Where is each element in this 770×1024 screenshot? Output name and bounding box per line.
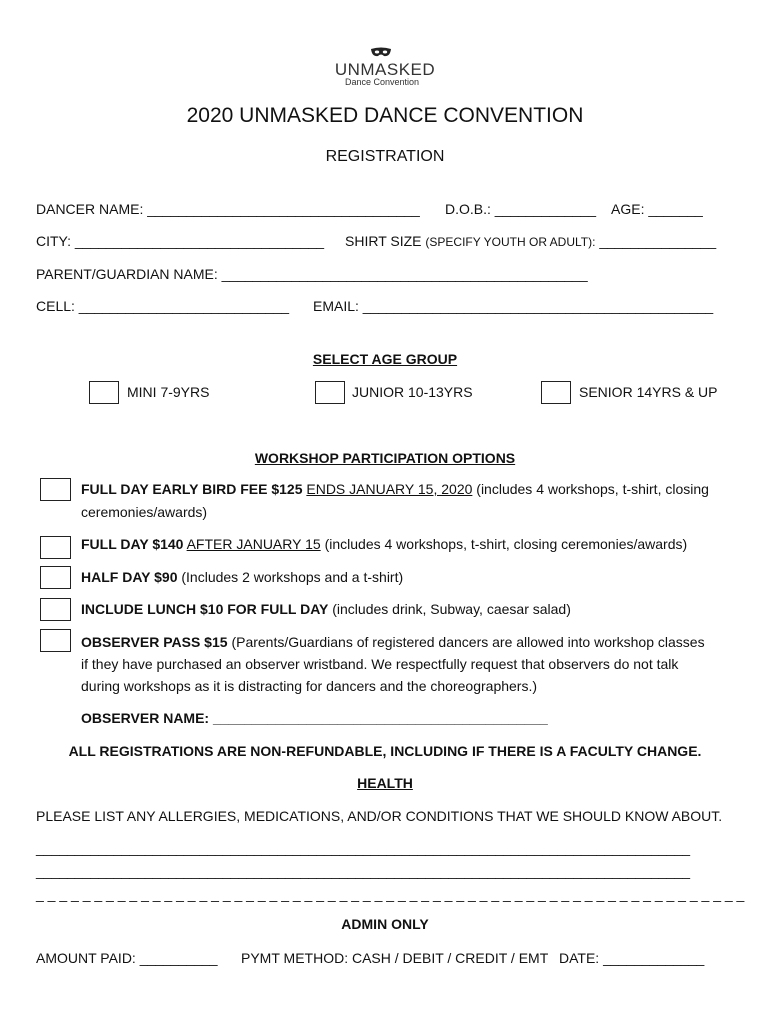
observer-name-field[interactable]: OBSERVER NAME: ___________________________________________ [81, 710, 548, 726]
workshop-half-day-checkbox[interactable] [40, 566, 71, 589]
workshop-half-day-text: HALF DAY $90 (Includes 2 workshops and a t-shirt) [81, 569, 404, 585]
dancer-name-field[interactable]: DANCER NAME: ___________________________________ [36, 201, 420, 217]
admin-date-field[interactable]: DATE: _____________ [559, 950, 705, 966]
workshop-observer-text-cont: if they have purchased an observer wristband. We respectfully request that observers do not talk [81, 656, 679, 672]
age-senior-label: SENIOR 14YRS & UP [579, 384, 718, 400]
parent-guardian-field[interactable]: PARENT/GUARDIAN NAME: _______________________________________________ [36, 266, 588, 282]
payment-method-field[interactable]: PYMT METHOD: CASH / DEBIT / CREDIT / EMT [241, 950, 549, 966]
shirt-size-field[interactable] [345, 233, 716, 249]
mask-icon [370, 47, 392, 59]
workshop-observer-text-cont2: during workshops as it is distracting for dancers and the choreographers.) [81, 678, 538, 694]
health-line-3[interactable]: _ _ _ _ _ _ _ _ _ _ _ _ _ _ _ _ _ _ _ _ _ _ _ _ _ _ _ _ _ _ _ _ _ _ _ _ _ _ _ _ _ _ _ _ _ _ _ _ _ _ _ _ _ _ _ _ _ _ _ _ _ [36, 886, 745, 902]
workshop-full-day-checkbox[interactable] [40, 536, 71, 559]
shirt-size-label: SHIRT SIZE [345, 233, 422, 249]
logo-wordmark: UNMASKED [334, 60, 436, 79]
workshop-early-bird-text: FULL DAY EARLY BIRD FEE $125 ENDS JANUARY 15, 2020 (includes 4 workshops, t-shirt, closing [81, 481, 709, 497]
email-field[interactable]: EMAIL: _____________________________________________ [313, 298, 714, 314]
workshop-heading: WORKSHOP PARTICIPATION OPTIONS [254, 450, 516, 466]
workshop-lunch-text: INCLUDE LUNCH $10 FOR FULL DAY (includes drink, Subway, caesar salad) [81, 601, 571, 617]
health-prompt: PLEASE LIST ANY ALLERGIES, MEDICATIONS, AND/OR CONDITIONS THAT WE SHOULD KNOW ABOUT. [36, 808, 723, 824]
workshop-full-day-text: FULL DAY $140 AFTER JANUARY 15 (includes 4 workshops, t-shirt, closing ceremonies/awards) [81, 536, 688, 552]
city-field[interactable]: CITY: ________________________________ [36, 233, 325, 249]
shirt-size-note: (SPECIFY YOUTH OR ADULT): [425, 235, 596, 249]
amount-paid-field[interactable]: AMOUNT PAID: __________ [36, 950, 218, 966]
age-junior-label: JUNIOR 10-13YRS [352, 384, 473, 400]
page-subtitle: REGISTRATION [325, 148, 445, 165]
non-refundable-notice: ALL REGISTRATIONS ARE NON-REFUNDABLE, INCLUDING IF THERE IS A FACULTY CHANGE. [68, 743, 702, 759]
shirt-size-blank: _______________ [599, 233, 717, 249]
health-line-2[interactable]: ____________________________________________________________________________________ [36, 863, 691, 879]
workshop-early-bird-checkbox[interactable] [40, 478, 71, 501]
dob-field[interactable]: D.O.B.: _____________ [445, 201, 597, 217]
age-group-heading: SELECT AGE GROUP [312, 351, 458, 367]
age-mini-label: MINI 7-9YRS [127, 384, 210, 400]
admin-heading: ADMIN ONLY [341, 916, 429, 932]
age-mini-checkbox[interactable] [89, 381, 119, 404]
workshop-early-bird-text-cont: ceremonies/awards) [81, 504, 208, 520]
workshop-lunch-checkbox[interactable] [40, 598, 71, 621]
workshop-observer-text: OBSERVER PASS $15 (Parents/Guardians of registered dancers are allowed into workshop classes [81, 634, 705, 650]
age-field[interactable]: AGE: _______ [611, 201, 703, 217]
age-junior-checkbox[interactable] [315, 381, 345, 404]
health-line-1[interactable]: ____________________________________________________________________________________ [36, 840, 691, 856]
logo-subtitle: Dance Convention [345, 77, 420, 87]
cell-field[interactable]: CELL: ___________________________ [36, 298, 290, 314]
age-senior-checkbox[interactable] [541, 381, 571, 404]
health-heading: HEALTH [357, 775, 413, 791]
workshop-observer-checkbox[interactable] [40, 629, 71, 652]
page-title: 2020 UNMASKED DANCE CONVENTION [186, 104, 584, 127]
